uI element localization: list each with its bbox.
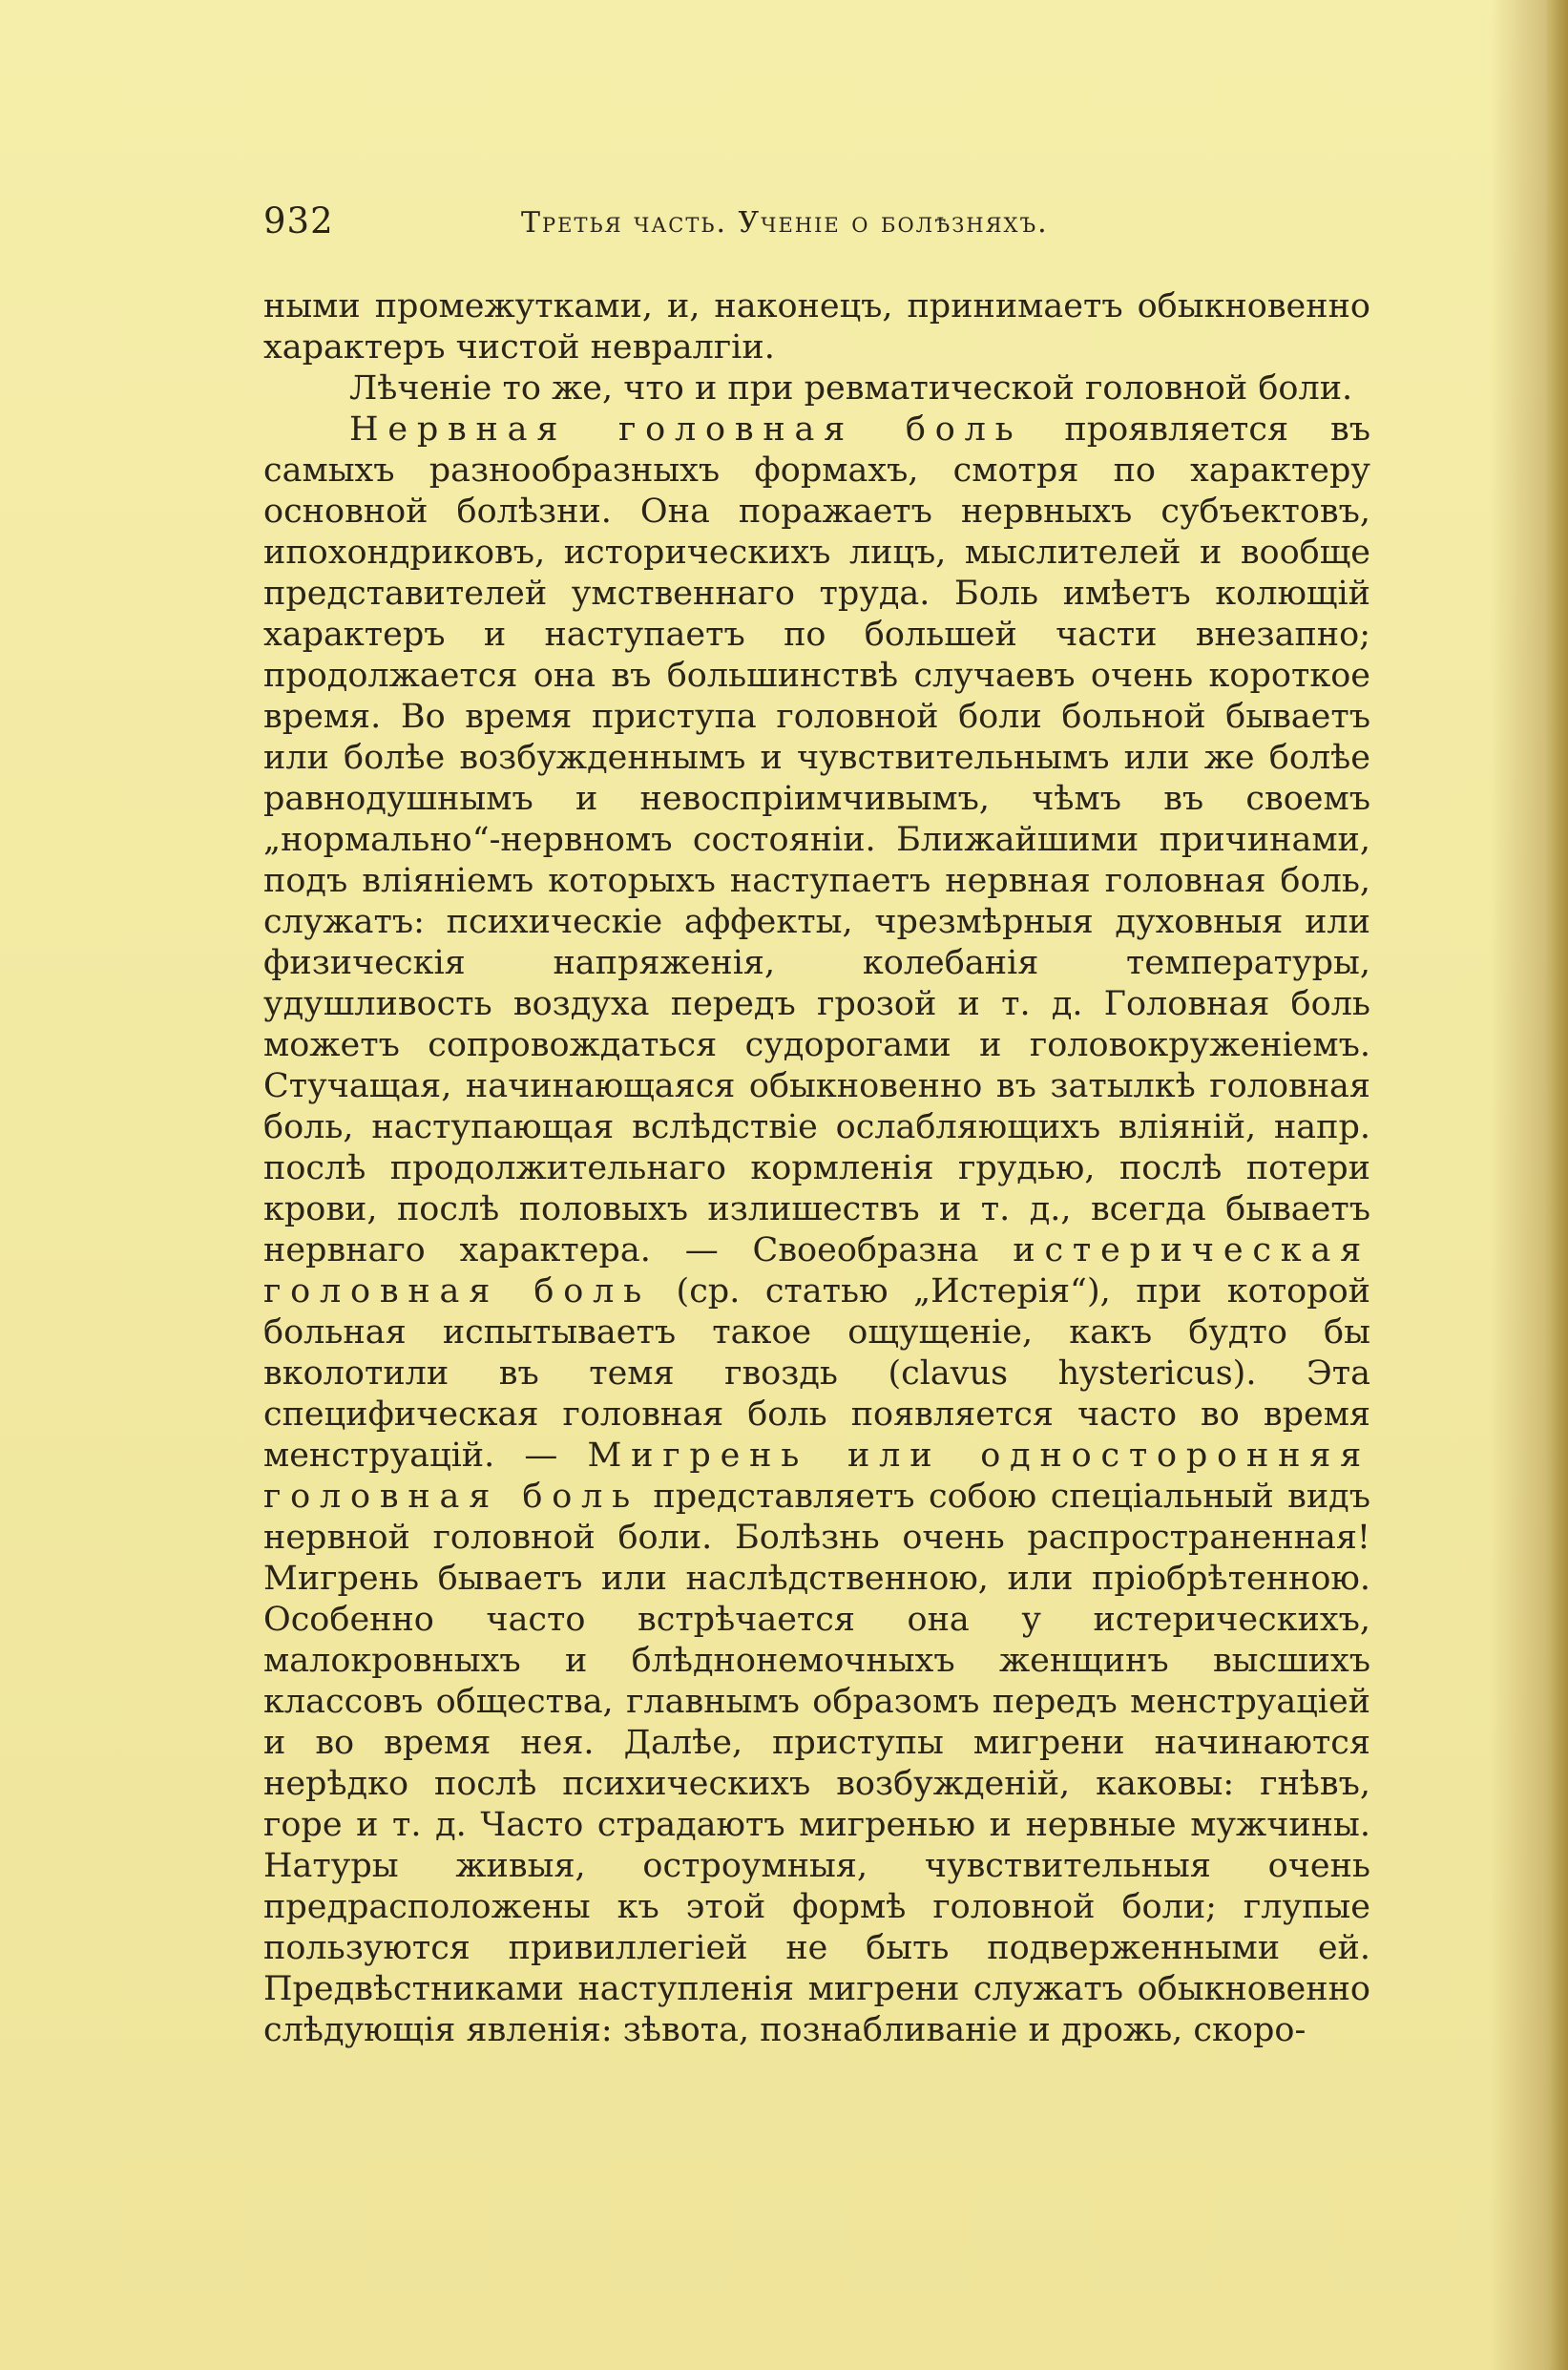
- paragraph-2: [263, 368, 1370, 409]
- spaced-term-migraine: Мигрень или односторонняя головная боль: [263, 1437, 1370, 1516]
- text-segment: (ср. статью „Истерія“), при которой больная испытываетъ такое ощущеніе, какъ будто бы вколотили въ темя гвоздь (clavus hystericus). Эта специфическая головная боль появляется часто во время менструацій. —: [263, 1272, 1370, 1475]
- spaced-term-hysterical-headache: истерическая головная боль: [263, 1231, 1370, 1311]
- text-segment: Лѣченіе то же, что и при ревматической головной боли.: [349, 369, 1353, 408]
- spaced-term-nervous-headache: Нервная головная боль: [349, 410, 1023, 449]
- running-head: Третья часть. Ученіе о болѣзняхъ.: [521, 206, 1049, 240]
- paragraph-1: [263, 286, 1370, 368]
- page-header: [263, 200, 1370, 248]
- body-text: [263, 286, 1370, 2051]
- text-segment: ными промежутками, и, наконецъ, принимаетъ обыкновенно характеръ чистой невралгіи.: [263, 287, 1370, 367]
- page-edge-shadow: [1547, 0, 1568, 2370]
- text-segment: представляетъ собою спеціальный видъ нервной головной боли. Болѣзнь очень распространенная! Мигрень бываетъ или наслѣдственною, или пріобрѣтенною. Особенно часто встрѣчается она у истерическихъ, малокровныхъ и блѣднонемочныхъ женщинъ высшихъ классовъ общества, главнымъ образомъ передъ менструаціей и во время нея. Далѣе, приступы мигрени начинаются нерѣдко послѣ психическихъ возбужденій, каковы: гнѣвъ, горе и т. д. Часто страдаютъ мигренью и нервные мужчины. Натуры живыя, остроумныя, чувствительныя очень предрасположены къ этой формѣ головной боли; глупые пользуются привиллегіей не быть подверженными ей. Предвѣстниками наступленія мигрени служатъ обыкновенно слѣдующія явленія: зѣвота, познабливаніе и дрожь, скоро-: [263, 1478, 1370, 2049]
- paragraph-3: [263, 409, 1370, 2051]
- page-number: 932: [263, 200, 334, 241]
- text-segment: проявляется въ самыхъ разнообразныхъ формахъ, смотря по характеру основной болѣзни. Она поражаетъ нервныхъ субъектовъ, ипохондриковъ, историческихъ лицъ, мыслителей и вообще представителей умственнаго труда. Боль имѣетъ колющій характеръ и наступаетъ по большей части внезапно; продолжается она въ большинствѣ случаевъ очень короткое время. Во время приступа головной боли больной бываетъ или болѣе возбужденнымъ и чувствительнымъ или же болѣе равнодушнымъ и невоспріимчивымъ, чѣмъ въ своемъ „нормально“-нервномъ состояніи. Ближайшими причинами, подъ вліяніемъ которыхъ наступаетъ нервная головная боль, служатъ: психическіе аффекты, чрезмѣрныя духовныя или физическія напряженія, колебанія температуры, удушливость воздуха передъ грозой и т. д. Головная боль можетъ сопровождаться судорогами и головокруженіемъ. Стучащая, начинающаяся обыкновенно въ затылкѣ головная боль, наступающая вслѣдствіе ослабляющихъ вліяній, напр. послѣ продолжительнаго кормленія грудью, послѣ потери крови, послѣ половыхъ излишествъ и т. д., всегда бываетъ нервнаго характера. — Своеобразна: [263, 410, 1370, 1269]
